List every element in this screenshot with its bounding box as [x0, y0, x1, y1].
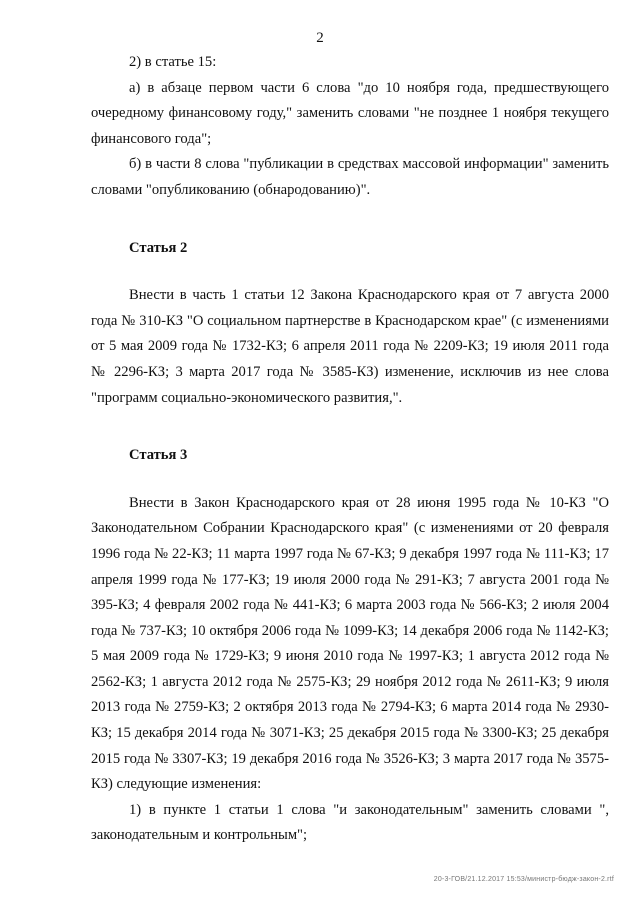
spacer — [91, 411, 609, 443]
document-body — [91, 50, 609, 849]
paragraph-item-a: а) в абзаце первом части 6 слова "до 10 ноября года, предшествующего очередному финансовому году," заменить словами "не позднее 1 ноября текущего финансового года"; — [91, 79, 609, 147]
heading-article-3: Статья 3 — [129, 447, 188, 464]
paragraph-item-1: 1) в пункте 1 статьи 1 слова "и законодательным" заменить словами ", законодательным и контрольным"; — [91, 801, 609, 844]
spacer — [91, 204, 609, 236]
paragraph-article-2-body: Внести в часть 1 статьи 12 Закона Краснодарского края от 7 августа 2000 года № 310-КЗ "О социальном партнерстве в Краснодарском крае" (с изменениями от 5 мая 2009 года № 1732-КЗ; 6 апреля 2011 года № 2209-КЗ; 19 июля 2011 года № 2296-КЗ; 3 марта 2017 года № 3585-КЗ) изменение, исключив из нее слова "программ социально-экономического развития,". — [91, 287, 609, 406]
paragraph-item-b: б) в части 8 слова "публикации в средствах массовой информации" заменить словами "опубликованию (обнародованию)". — [91, 156, 609, 198]
footer-file-stamp: 20-3-ГОВ/21.12.2017 15:53/министр-бюдж-закон-2.rtf — [433, 876, 614, 883]
paragraph-article15-intro: 2) в статье 15: — [129, 54, 217, 70]
paragraph-article-3-body: Внести в Закон Краснодарского края от 28 июня 1995 года № 10-КЗ "О Законодательном Собрании Краснодарского края" (с изменениями от 20 февраля 1996 года № 22-КЗ; 11 марта 1997 года № 67-КЗ; 9 декабря 1997 года № 111-КЗ; 17 апреля 1999 года № 177-КЗ; 19 июля 2000 года № 291-КЗ; 7 августа 2001 года № 395-КЗ; 4 февраля 2002 года № 441-КЗ; 6 марта 2003 года № 566-КЗ; 2 июля 2004 года № 737-КЗ; 10 октября 2006 года № 1099-КЗ; 14 декабря 2006 года № 1142-КЗ; 5 мая 2009 года № 1729-КЗ; 9 июня 2010 года № 1997-КЗ; 1 августа 2012 года № 2562-КЗ; 1 августа 2012 года № 2575-КЗ; 29 ноября 2012 года № 2611-КЗ; 9 июля 2013 года № 2759-КЗ; 2 октября 2013 года № 2794-КЗ; 6 марта 2014 года № 2930-КЗ; 15 декабря 2014 года № 3071-КЗ; 25 декабря 2015 года № 3300-КЗ; 25 декабря 2015 года № 3307-КЗ; 19 декабря 2016 года № 3526-КЗ; 3 марта 2017 года № 3575-КЗ) следующие изменения: — [91, 494, 609, 793]
spacer — [91, 261, 609, 283]
spacer — [91, 469, 609, 491]
page-number: 2 — [316, 30, 324, 46]
heading-article-2: Статья 2 — [129, 239, 188, 256]
